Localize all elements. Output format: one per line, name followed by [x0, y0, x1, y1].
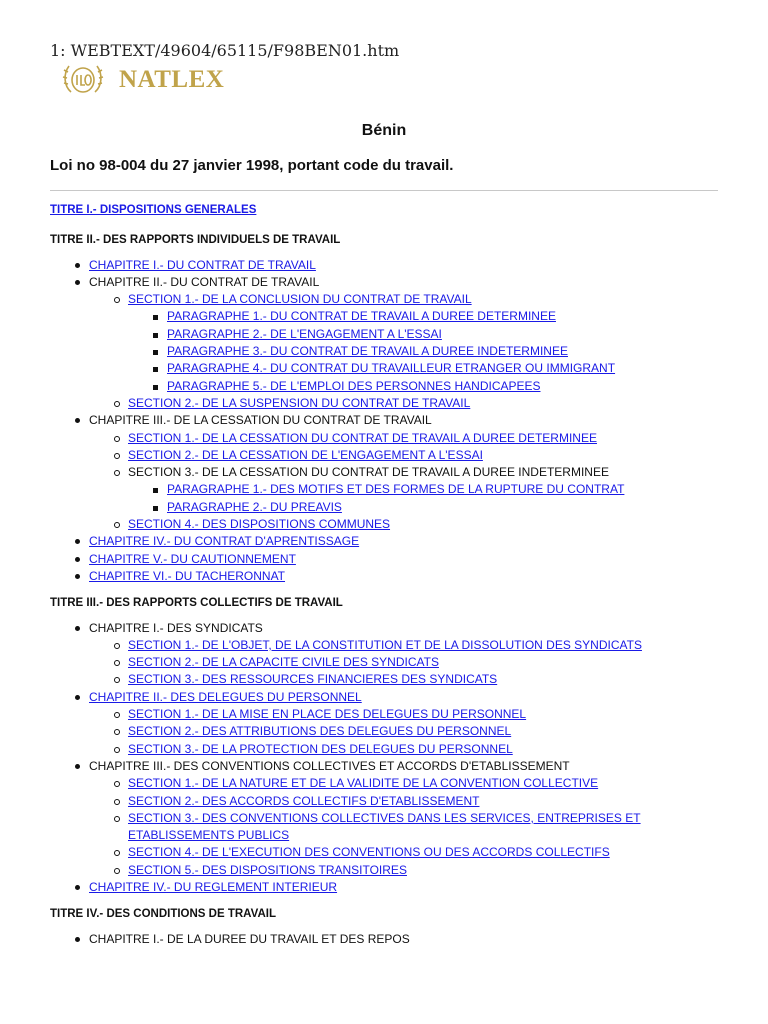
list-item [128, 723, 730, 740]
list-item [128, 516, 730, 533]
t2c2-section-1-link[interactable]: SECTION 1.- DE LA CONCLUSION DU CONTRAT DE TRAVAIL [128, 292, 472, 307]
list-item [89, 274, 730, 412]
t3c2-section-3-link[interactable]: SECTION 3.- DE LA PROTECTION DES DELEGUES DU PERSONNEL [128, 741, 513, 756]
t2c3-section-3-label: SECTION 3.- DE LA CESSATION DU CONTRAT DE TRAVAIL A DUREE INDETERMINEE [128, 465, 609, 480]
list-item [128, 775, 730, 792]
titre-1-link[interactable]: TITRE I.- DISPOSITIONS GENERALES [50, 204, 257, 216]
list-item [167, 343, 730, 360]
list-item [128, 395, 730, 412]
titre3-chapitre-1-label: CHAPITRE I.- DES SYNDICATS [89, 620, 263, 635]
t2c3-section-2-link[interactable]: SECTION 2.- DE LA CESSATION DE L'ENGAGEMENT A L'ESSAI [128, 447, 483, 462]
t3c3-section-3-link[interactable]: SECTION 3.- DES CONVENTIONS COLLECTIVES DANS LES SERVICES, ENTREPRISES ET ETABLISSEMENTS PUBLICS [128, 810, 641, 843]
list-item [89, 620, 730, 689]
list-item [89, 568, 730, 585]
list-item [128, 706, 730, 723]
list-item [89, 689, 730, 758]
ilo-emblem-icon [61, 62, 105, 98]
t3c2-section-2-link[interactable]: SECTION 2.- DES ATTRIBUTIONS DES DELEGUES DU PERSONNEL [128, 724, 512, 739]
natlex-logo [61, 62, 224, 98]
list-item [167, 499, 730, 516]
t2c2s1-paragraphe-4-link[interactable]: PARAGRAPHE 4.- DU CONTRAT DU TRAVAILLEUR ETRANGER OU IMMIGRANT [167, 361, 616, 376]
list-item [89, 257, 730, 274]
list-item [128, 741, 730, 758]
t3c1-section-3-link[interactable]: SECTION 3.- DES RESSOURCES FINANCIERES DES SYNDICATS [128, 672, 498, 687]
t3c3-section-5-link[interactable]: SECTION 5.- DES DISPOSITIONS TRANSITOIRES [128, 862, 407, 877]
list-item [128, 637, 730, 654]
titre-3-heading: TITRE III.- DES RAPPORTS COLLECTIFS DE TRAVAIL [50, 597, 343, 610]
titre2-chapitre-3-label: CHAPITRE III.- DE LA CESSATION DU CONTRAT DE TRAVAIL [89, 413, 432, 428]
list-item [89, 551, 730, 568]
list-item [128, 447, 730, 464]
list-item [89, 758, 730, 879]
list-item [167, 378, 730, 395]
t2c2-section-2-link[interactable]: SECTION 2.- DE LA SUSPENSION DU CONTRAT DE TRAVAIL [128, 395, 471, 410]
country-heading: Bénin [361, 122, 407, 139]
list-item [128, 793, 730, 810]
list-item [89, 412, 730, 533]
list-item [167, 308, 730, 325]
t3c2-section-1-link[interactable]: SECTION 1.- DE LA MISE EN PLACE DES DELEGUES DU PERSONNEL [128, 707, 527, 722]
t2c2s1-paragraphe-5-link[interactable]: PARAGRAPHE 5.- DE L'EMPLOI DES PERSONNES HANDICAPEES [167, 378, 541, 393]
t3c3-section-1-link[interactable]: SECTION 1.- DE LA NATURE ET DE LA VALIDITE DE LA CONVENTION COLLECTIVE [128, 776, 599, 791]
list-item [128, 844, 730, 861]
list-item [128, 654, 730, 671]
t3c3-section-2-link[interactable]: SECTION 2.- DES ACCORDS COLLECTIFS D'ETABLISSEMENT [128, 793, 480, 808]
t2c2s1-paragraphe-2-link[interactable]: PARAGRAPHE 2.- DE L'ENGAGEMENT A L'ESSAI [167, 326, 442, 341]
natlex-logo-text: NATLEX [119, 66, 225, 93]
list-item [167, 326, 730, 343]
t2c3s3-paragraphe-2-link[interactable]: PARAGRAPHE 2.- DU PREAVIS [167, 499, 342, 514]
titre2-chapitre-1-link[interactable]: CHAPITRE I.- DU CONTRAT DE TRAVAIL [89, 257, 316, 272]
t2c3-section-4-link[interactable]: SECTION 4.- DES DISPOSITIONS COMMUNES [128, 517, 391, 532]
t2c2s1-paragraphe-3-link[interactable]: PARAGRAPHE 3.- DU CONTRAT DE TRAVAIL A DUREE INDETERMINEE [167, 344, 568, 359]
document-path: 1: WEBTEXT/49604/65115/F98BEN01.htm [50, 41, 400, 60]
list-item [89, 879, 730, 896]
list-item [128, 862, 730, 879]
list-item [128, 810, 730, 845]
titre4-chapitre-1-label: CHAPITRE I.- DE LA DUREE DU TRAVAIL ET DES REPOS [89, 931, 410, 946]
list-item [167, 360, 730, 377]
list-item [167, 481, 730, 498]
titre2-chapitre-6-link[interactable]: CHAPITRE VI.- DU TACHERONNAT [89, 568, 286, 583]
list-item [89, 533, 730, 550]
t3c1-section-1-link[interactable]: SECTION 1.- DE L'OBJET, DE LA CONSTITUTION ET DE LA DISSOLUTION DES SYNDICATS [128, 637, 642, 652]
t3c1-section-2-link[interactable]: SECTION 2.- DE LA CAPACITE CIVILE DES SYNDICATS [128, 655, 439, 670]
t3c3-section-4-link[interactable]: SECTION 4.- DE L'EXECUTION DES CONVENTIONS OU DES ACCORDS COLLECTIFS [128, 845, 610, 860]
list-item [128, 464, 730, 516]
t2c2s1-paragraphe-1-link[interactable]: PARAGRAPHE 1.- DU CONTRAT DE TRAVAIL A DUREE DETERMINEE [167, 309, 556, 324]
divider [50, 190, 718, 191]
list-item [128, 430, 730, 447]
table-of-contents [50, 202, 730, 958]
titre2-chapitre-4-link[interactable]: CHAPITRE IV.- DU CONTRAT D'APRENTISSAGE [89, 534, 360, 549]
list-item [128, 291, 730, 395]
titre3-chapitre-4-link[interactable]: CHAPITRE IV.- DU REGLEMENT INTERIEUR [89, 879, 338, 894]
titre2-chapitre-2-label: CHAPITRE II.- DU CONTRAT DE TRAVAIL [89, 274, 320, 289]
t2c3s3-paragraphe-1-link[interactable]: PARAGRAPHE 1.- DES MOTIFS ET DES FORMES DE LA RUPTURE DU CONTRAT [167, 482, 625, 497]
titre3-chapitre-2-link[interactable]: CHAPITRE II.- DES DELEGUES DU PERSONNEL [89, 689, 362, 704]
t2c3-section-1-link[interactable]: SECTION 1.- DE LA CESSATION DU CONTRAT DE TRAVAIL A DUREE DETERMINEE [128, 430, 597, 445]
titre2-chapitre-5-link[interactable]: CHAPITRE V.- DU CAUTIONNEMENT [89, 551, 296, 566]
titre-4-heading: TITRE IV.- DES CONDITIONS DE TRAVAIL [50, 908, 276, 921]
titre3-chapitre-3-label: CHAPITRE III.- DES CONVENTIONS COLLECTIVES ET ACCORDS D'ETABLISSEMENT [89, 758, 570, 773]
list-item [89, 931, 730, 948]
list-item [128, 671, 730, 688]
titre-2-heading: TITRE II.- DES RAPPORTS INDIVIDUELS DE TRAVAIL [50, 234, 341, 247]
law-title: Loi no 98-004 du 27 janvier 1998, portant code du travail. [50, 157, 454, 174]
